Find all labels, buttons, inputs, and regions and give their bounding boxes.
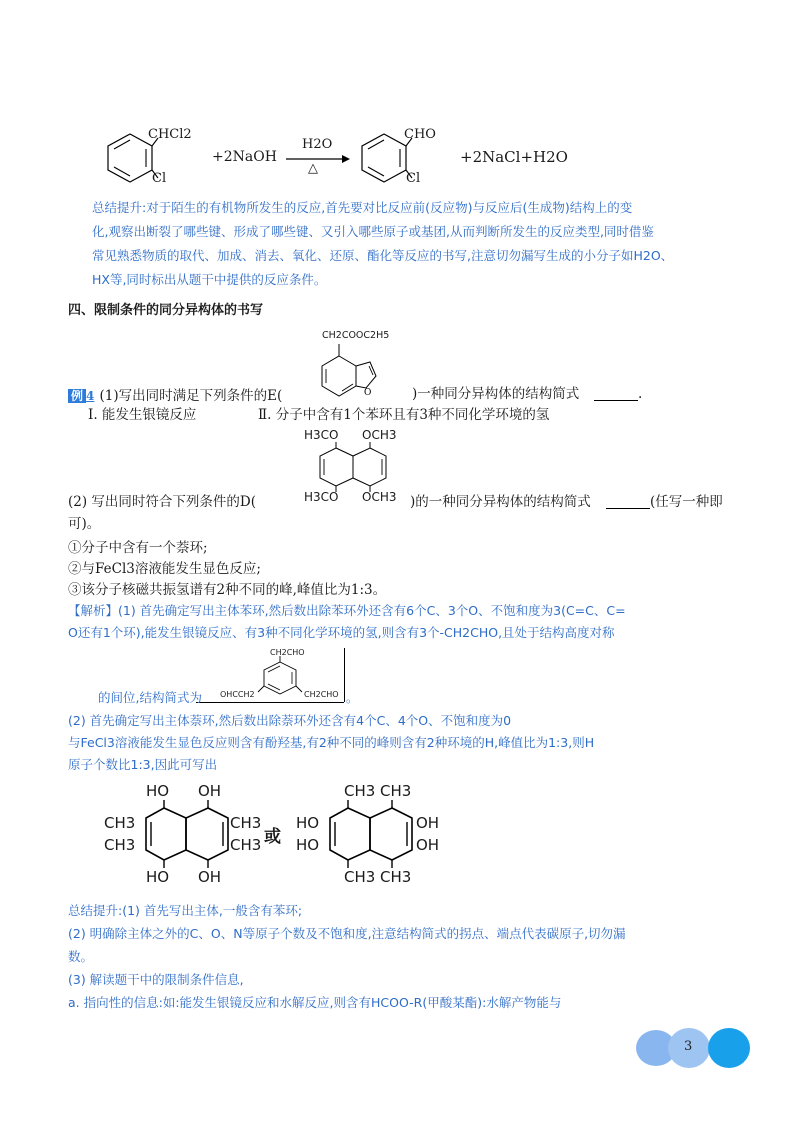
summary1-line: HX等,同时标出从题干中提供的反应条件。 [92, 272, 327, 287]
summary1-line: 化,观察出断裂了哪些键、形成了哪些键、又引入哪些原子或基团,从而判断所发生的反应类型,同时借鉴 [92, 224, 654, 239]
q2-text: (2) 写出同时符合下列条件的D( [68, 494, 257, 510]
naphthalene-icon [318, 442, 388, 492]
d-methoxy-br: OCH3 [362, 490, 397, 504]
q2-condition-2: ②与FeCl3溶液能发生显色反应; [68, 561, 261, 577]
m1-ho-top: HO [146, 782, 170, 800]
s-top-group: CH2CHO [270, 648, 305, 657]
section-title: 四、限制条件的同分异构体的书写 [68, 303, 264, 318]
m1-oh-top: OH [198, 782, 222, 800]
structure-d [300, 428, 410, 506]
m2-ch3-top2: CH3 [380, 782, 412, 800]
s-right-group: CH2CHO [304, 690, 339, 699]
summary-block-1 [92, 196, 732, 292]
naphthalene-icon [142, 800, 232, 872]
or-connector: 或 [264, 827, 281, 847]
condition-1: Ⅰ. 能发生银镜反应 [88, 407, 197, 423]
m1-ho-bottom: HO [146, 868, 170, 886]
product-chloro: Cl [406, 171, 421, 186]
structure-frame-line [344, 648, 345, 702]
structure-frame-bottom [196, 702, 344, 703]
analysis-structure-1 [196, 646, 346, 704]
analysis-line-2: O还有1个环),能发生银镜反应、有3种不同化学环境的氢,则含有3个-CH2CHO,且处于结构高度对称 [68, 625, 615, 640]
m2-ho-left2: HO [296, 836, 320, 854]
analysis-line-5: 与FeCl3溶液能发生显色反应则含有酚羟基,有2种不同的峰则含有2种环境的H,峰值比为1:3,则H [68, 735, 595, 750]
reactant-chloro: Cl [152, 171, 167, 186]
d-methoxy-bl: H3CO [304, 490, 339, 504]
d-methoxy-tr: OCH3 [362, 428, 397, 442]
analysis-line-3: 的间位,结构简式为 [98, 690, 202, 705]
example-number: 4 [86, 389, 95, 403]
summary1-line: 总结提升:对于陌生的有机物所发生的反应,首先要对比反应前(反应物)与反应后(生成物)结构上的变 [92, 200, 633, 215]
benzofuran-icon [306, 340, 386, 406]
svg-text:O: O [364, 388, 372, 398]
m2-oh-right1: OH [416, 814, 440, 832]
q2-text-end: (任写一种即 [650, 494, 723, 510]
m2-ch3-bottom2: CH3 [380, 868, 412, 886]
q2-text-end2: 可)。 [68, 516, 101, 532]
m1-ch3-left2: CH3 [104, 836, 136, 854]
q2-answer-blank[interactable] [606, 496, 650, 509]
m2-oh-right2: OH [416, 836, 440, 854]
page-circle-dark [708, 1028, 750, 1068]
arrow-icon [286, 155, 350, 163]
summary2-line-2: (2) 明确除主体之外的C、O、N等原子个数及不饱和度,注意结构简式的拐点、端点代表碳原子,切勿漏 [68, 926, 626, 941]
s-left-group: OHCCH2 [220, 690, 255, 699]
page-number-badge [636, 1028, 752, 1068]
example-tag: 例 [68, 389, 86, 403]
d-methoxy-tl: H3CO [304, 428, 339, 442]
m2-ch3-top1: CH3 [344, 782, 376, 800]
m2-ho-left1: HO [296, 814, 320, 832]
m1-ch3-right2: CH3 [230, 836, 262, 854]
m1-ch3-right1: CH3 [230, 814, 262, 832]
q1-text-after: )一种同分异构体的结构简式 [412, 386, 580, 402]
products-text: +2NaCl+H2O [460, 148, 568, 166]
q2-condition-1: ①分子中含有一个萘环; [68, 540, 208, 556]
m1-oh-bottom: OH [198, 868, 222, 886]
arrow-condition-bottom: △ [308, 161, 318, 176]
q1-text: (1)写出同时满足下列条件的E( [99, 388, 283, 404]
m2-ch3-bottom1: CH3 [344, 868, 376, 886]
summary2-line-5: a. 指向性的信息:如:能发生银镜反应和水解反应,则含有HCOO-R(甲酸某酯):水解产物能与 [68, 995, 562, 1010]
q2-text-after: )的一种同分异构体的结构简式 [410, 494, 591, 510]
condition-2: Ⅱ. 分子中含有1个苯环且有3种不同化学环境的氢 [258, 407, 550, 423]
reactant-substituent: CHCl2 [148, 127, 192, 142]
analysis-line-6: 原子个数比1:3,因此可写出 [68, 757, 218, 772]
naphthalene-icon [326, 800, 416, 872]
q1-answer-blank[interactable] [594, 388, 638, 401]
summary1-line: 常见熟悉物质的取代、加成、消去、氧化、还原、酯化等反应的书写,注意切勿漏写生成的小分子如H2O、 [92, 248, 674, 263]
analysis-line-4: (2) 首先确定写出主体萘环,然后数出除萘环外还含有4个C、4个O、不饱和度为0 [68, 713, 512, 728]
summary2-line-4: (3) 解读题干中的限制条件信息, [68, 972, 244, 987]
example-4-question-1 [68, 385, 282, 405]
reagent-naoh: +2NaOH [212, 149, 277, 165]
summary2-line-3: 数。 [68, 949, 94, 964]
product-substituent: CHO [404, 127, 436, 142]
q2-condition-3: ③该分子核磁共振氢谱有2种不同的峰,峰值比为1:3。 [68, 582, 387, 598]
benzene-ring-icon [256, 656, 306, 698]
structure-e-substituent: CH2COOC2H5 [322, 330, 390, 341]
reaction-equation [90, 118, 710, 193]
structure-e [296, 326, 416, 406]
q1-end: . [638, 386, 643, 402]
analysis-line-3-end: 。 [346, 690, 359, 705]
arrow-condition-top: H2O [302, 137, 333, 152]
page-number: 3 [684, 1039, 693, 1054]
analysis-line-1: 【解析】(1) 首先确定写出主体苯环,然后数出除苯环外还含有6个C、3个O、不饱和度为3(C=C、C= [68, 603, 626, 618]
answer-molecules [104, 782, 454, 894]
summary2-line-1: 总结提升:(1) 首先写出主体,一般含有苯环; [68, 903, 303, 918]
reaction-arrow [286, 136, 350, 176]
m1-ch3-left1: CH3 [104, 814, 136, 832]
